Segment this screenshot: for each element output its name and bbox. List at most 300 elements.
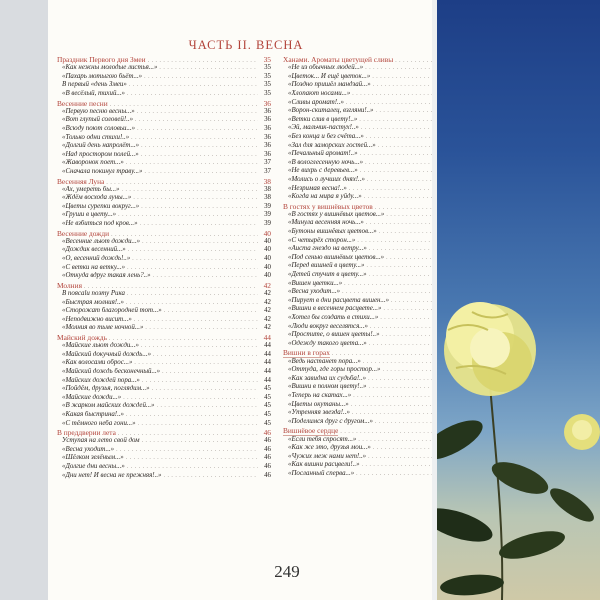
toc-entry-title: «Цветок... И ещё цветок...» <box>288 72 371 80</box>
toc-entry-title: «Поделимся друг с другом...» <box>288 417 373 425</box>
toc-entry-title: «Под сенью вишнёвых цветов...» <box>288 253 385 261</box>
toc-entry-title: «Неподвижно висит...» <box>62 315 132 323</box>
toc-leader-dots <box>365 64 432 73</box>
toc-entry-title: «Бутоны вишнёвых цветов...» <box>288 228 377 236</box>
toc-entry-title: «Ждём восхода луны...» <box>62 194 132 202</box>
toc-section-title <box>57 333 107 342</box>
toc-entry-title: «Цветы сурепки вокруг...» <box>62 202 140 210</box>
toc-leader-dots <box>367 176 432 185</box>
toc-entry <box>57 377 271 386</box>
chrysanthemum-painting <box>432 0 600 600</box>
toc-section-label: Вишни в горах <box>283 348 330 358</box>
toc-entry-title: «Майский докучный дождь...» <box>62 350 152 358</box>
toc-leader-dots <box>127 264 258 273</box>
toc-section <box>283 55 445 64</box>
toc-entry-title: «Не из обычных людей...» <box>288 64 364 72</box>
toc-entry-title: «Дождик весенний...» <box>62 246 126 254</box>
toc-entry <box>57 411 271 420</box>
toc-entry-title: «Вишни в полном цвету!..» <box>288 383 367 391</box>
toc-leader-dots <box>375 418 432 427</box>
toc-entry <box>283 64 445 73</box>
toc-entry-title: «Весенние льют дожди...» <box>62 237 141 245</box>
toc-leader-dots <box>141 342 258 351</box>
toc-entry <box>283 383 445 392</box>
toc-entry-title: «Не вихрь с деревьев...» <box>288 167 358 175</box>
toc-leader-dots <box>164 307 258 316</box>
toc-entry <box>57 446 271 455</box>
toc-section-title <box>283 348 330 357</box>
toc-entry-title: «Какая быстрина!..» <box>62 410 124 418</box>
toc-entry <box>57 90 271 99</box>
toc-entry <box>57 142 271 151</box>
toc-section-title <box>57 281 82 290</box>
toc-entry-title: «Молния во тьме ночной...» <box>62 324 144 332</box>
toc-entry <box>283 280 445 289</box>
toc-section-label: Весенние дожди <box>57 228 110 238</box>
toc-section <box>57 99 271 108</box>
toc-entry-title: «Простите, о вишен цветы!..» <box>288 331 380 339</box>
toc-entry-title: «Сторожат благородней тот...» <box>62 307 162 315</box>
toc-entry <box>283 99 445 108</box>
toc-entry <box>283 219 445 228</box>
toc-entry <box>283 340 445 349</box>
toc-entry <box>57 342 271 351</box>
toc-page-ref: 42 <box>264 307 271 315</box>
toc-leader-dots <box>142 377 258 386</box>
toc-entry-title: «Люди вокруг веселятся...» <box>288 322 368 330</box>
toc-section-label: В гостях у вишнёвых цветов <box>283 201 373 211</box>
toc-entry-title: «Ведь настанет пора...» <box>288 357 361 365</box>
toc-leader-dots <box>360 150 432 159</box>
toc-section-label: Вишнёвое сердце <box>283 426 339 436</box>
toc-leader-dots <box>126 454 258 463</box>
toc-leader-dots <box>140 220 258 229</box>
toc-entry <box>283 116 445 125</box>
toc-entry-title: «Зал для заморских гостей...» <box>288 141 376 149</box>
toc-page-ref: 46 <box>264 463 271 471</box>
toc-page-ref: 40 <box>264 237 271 245</box>
toc-leader-dots <box>141 142 258 151</box>
toc-leader-dots <box>366 262 432 271</box>
toc-entry-title: «Вишен цветки...» <box>288 279 343 287</box>
toc-entry-title: «Дни нет! И весна не прежняя!..» <box>62 471 162 479</box>
part-title: ЧАСТЬ II. ВЕСНА <box>188 38 304 52</box>
toc-page-ref: 45 <box>264 419 271 427</box>
toc-entry <box>57 81 271 90</box>
toc-leader-dots <box>370 323 432 332</box>
toc-leader-dots <box>129 81 258 90</box>
toc-entry-title: «Над простором полей...» <box>62 150 139 158</box>
toc-leader-dots <box>360 167 432 176</box>
toc-entry <box>57 255 271 264</box>
toc-leader-dots <box>368 453 432 462</box>
toc-leader-dots <box>372 73 432 82</box>
toc-entry-title: «Ветки слив в цвету!..» <box>288 115 358 123</box>
toc-leader-dots <box>138 420 258 429</box>
toc-leader-dots <box>118 211 258 220</box>
toc-leader-dots <box>137 125 258 134</box>
toc-entry-title: «Печальный аромат!..» <box>288 150 358 158</box>
toc-entry <box>283 211 445 220</box>
toc-entry <box>283 90 445 99</box>
toc-entry-title: «Весна уходит...» <box>288 288 341 296</box>
toc-entry-title: «Пирует в дни расцвета вишен...» <box>288 296 390 304</box>
toc-page-ref: 40 <box>264 263 271 271</box>
toc-section-label: Майский дождь <box>57 332 107 342</box>
toc-entry <box>57 151 271 160</box>
toc-leader-dots <box>351 401 432 410</box>
toc-right-column <box>283 55 445 478</box>
toc-entry-title: В первый «день Змеи» <box>62 81 127 89</box>
toc-page-ref: 35 <box>264 64 271 72</box>
toc-entry-title: «Хотел бы создать в стихи...» <box>288 314 379 321</box>
toc-section-label: Весенние песни <box>57 98 108 108</box>
toc-entry <box>57 186 271 195</box>
toc-leader-dots <box>365 159 432 168</box>
toc-entry <box>57 159 271 168</box>
toc-leader-dots <box>126 299 258 308</box>
toc-leader-dots <box>159 64 258 73</box>
toc-page-ref: 46 <box>263 428 271 438</box>
toc-page-ref: 42 <box>264 290 271 297</box>
toc-page-ref: 36 <box>264 142 271 150</box>
toc-entry <box>57 368 271 377</box>
toc-leader-dots <box>386 254 432 263</box>
toc-page-ref: 45 <box>264 402 271 410</box>
toc-leader-dots <box>123 394 258 403</box>
toc-page-ref: 44 <box>264 359 271 367</box>
toc-page-ref: 46 <box>264 445 271 453</box>
toc-leader-dots <box>152 385 258 394</box>
toc-entry-title: «Всюду поют соловьи...» <box>62 124 136 132</box>
toc-entry-title: «Как вишни расцвели!..» <box>288 461 360 469</box>
toc-section-title <box>57 428 116 437</box>
toc-section-label: Праздник Первого дня Змеи <box>57 55 146 64</box>
toc-entry-title: «Чужих меж нами нет!..» <box>288 452 367 460</box>
toc-entry-title: «Без конца и без счёта...» <box>288 132 364 140</box>
toc-page-ref: 42 <box>264 298 271 306</box>
toc-page-ref: 36 <box>264 124 271 132</box>
toc-entry <box>283 185 445 194</box>
toc-leader-dots <box>132 255 258 264</box>
toc-entry-title: «Вот глупый соловей!..» <box>62 116 134 124</box>
toc-leader-dots <box>369 245 432 254</box>
toc-entry <box>57 324 271 333</box>
toc-page-ref: 42 <box>264 324 271 332</box>
toc-entry <box>57 351 271 360</box>
page-number: 249 <box>274 562 300 581</box>
toc-entry-title: «Как же это, друзья мои...» <box>288 444 371 452</box>
toc-entry-title: «Как волосами оброс...» <box>62 359 133 367</box>
toc-entry <box>283 159 445 168</box>
toc-leader-dots <box>122 186 259 195</box>
toc-entry <box>283 237 445 246</box>
toc-entry-title: «Поздно пришёл мандзай...» <box>288 81 371 89</box>
toc-page-ref: 44 <box>264 342 271 350</box>
toc-entry-title: «Только одни стихи!..» <box>62 133 130 141</box>
toc-leader-dots <box>133 194 258 203</box>
toc-entry <box>57 420 271 429</box>
toc-entry <box>283 193 445 202</box>
toc-entry <box>283 436 445 445</box>
toc-leader-dots <box>128 246 258 255</box>
toc-entry-title: «Одежду такого цвета...» <box>288 339 367 347</box>
toc-page-ref: 42 <box>263 280 271 290</box>
toc-leader-dots <box>378 142 432 151</box>
toc-page-ref: 36 <box>263 98 271 108</box>
toc-leader-dots <box>349 185 432 194</box>
toc-entry-title: «Сначала покинул траву...» <box>62 167 143 175</box>
toc-entry-title: «Пахарь мотыгою бьёт...» <box>62 72 143 80</box>
toc-entry <box>283 254 445 263</box>
toc-entry <box>283 228 445 237</box>
toc-entry <box>283 73 445 82</box>
toc-entry <box>57 463 271 472</box>
toc-entry <box>283 271 445 280</box>
toc-entry <box>57 125 271 134</box>
toc-entry <box>283 366 445 375</box>
toc-leader-dots <box>358 436 432 445</box>
toc-entry <box>283 142 445 151</box>
toc-leader-dots <box>352 90 432 99</box>
toc-leader-dots <box>368 375 432 384</box>
toc-entry <box>57 194 271 203</box>
toc-entry <box>57 359 271 368</box>
toc-section <box>57 333 271 342</box>
toc-entry <box>57 246 271 255</box>
toc-page-ref: 39 <box>264 202 271 210</box>
toc-section-title <box>57 229 109 238</box>
toc-entry <box>57 402 271 411</box>
toc-entry-title: «В вологлесенную ночь...» <box>288 158 364 166</box>
toc-entry <box>283 470 445 479</box>
toc-page-ref: 39 <box>264 220 271 228</box>
toc-entry <box>283 167 445 176</box>
toc-leader-dots <box>373 444 432 453</box>
toc-entry <box>57 394 271 403</box>
toc-entry-title: «О, весенний дождь!..» <box>62 255 131 263</box>
toc-page-ref: 40 <box>263 228 271 238</box>
toc-page-ref: 37 <box>264 167 271 175</box>
toc-page-ref: 38 <box>264 194 271 202</box>
toc-page-ref: 38 <box>264 185 271 193</box>
toc-entry <box>283 81 445 90</box>
toc-leader-dots <box>379 228 432 237</box>
toc-page-ref: 40 <box>264 255 271 263</box>
toc-leader-dots <box>344 280 432 289</box>
toc-entry-title: «Теперь на скатах...» <box>288 391 352 399</box>
toc-leader-dots <box>361 124 432 133</box>
toc-leader-dots <box>382 331 432 340</box>
toc-leader-dots <box>126 411 258 420</box>
toc-entry <box>57 290 271 299</box>
toc-entry-title: «Оттуда, где горы простор...» <box>288 366 381 374</box>
toc-section-label: В преддверии лета <box>57 428 116 438</box>
toc-leader-dots <box>144 168 258 177</box>
toc-entry-title: «Минула весенняя ночь...» <box>288 219 364 227</box>
toc-leader-dots <box>126 159 258 168</box>
toc-entry <box>57 134 271 143</box>
toc-leader-dots <box>134 316 258 325</box>
toc-page-ref: 46 <box>264 471 271 479</box>
toc-leader-dots <box>153 351 258 360</box>
toc-entry <box>283 297 445 306</box>
toc-entry-title: «Хлопают носами...» <box>288 89 351 97</box>
toc-entry-title: «Утренняя звезда!..» <box>288 409 350 417</box>
toc-entry-title: «Молись о лучших днях!..» <box>288 175 365 183</box>
toc-entry-title: «Весна уходит...» <box>62 445 115 453</box>
toc-entry <box>283 305 445 314</box>
toc-entry <box>283 461 445 470</box>
toc-section-title <box>283 55 393 64</box>
toc-leader-dots <box>135 116 258 125</box>
toc-section-label: Молния <box>57 280 82 290</box>
toc-leader-dots <box>383 366 433 375</box>
toc-leader-dots <box>380 314 432 323</box>
toc-leader-dots <box>352 409 432 418</box>
toc-entry <box>283 133 445 142</box>
toc-leader-dots <box>134 359 258 368</box>
toc-page-ref: 45 <box>264 385 271 393</box>
toc-leader-dots <box>391 297 432 306</box>
toc-entry <box>283 323 445 332</box>
toc-leader-dots <box>162 368 258 377</box>
toc-leader-dots <box>164 472 259 481</box>
toc-left-column <box>57 55 271 480</box>
toc-page-ref: 42 <box>264 315 271 323</box>
toc-entry <box>57 454 271 463</box>
toc-entry <box>57 472 271 481</box>
toc-leader-dots <box>127 90 258 99</box>
toc-page-ref: 36 <box>264 107 271 115</box>
toc-page-ref: 35 <box>264 81 271 89</box>
toc-entry-title: «В жарком майских дождей...» <box>62 402 155 410</box>
toc-entry <box>283 331 445 340</box>
toc-page-ref: 46 <box>264 454 271 462</box>
toc-entry <box>283 176 445 185</box>
toc-entry-title: «Жаворонок поет...» <box>62 159 124 167</box>
toc-leader-dots <box>144 73 258 82</box>
page-edge <box>432 0 437 600</box>
toc-leader-dots <box>142 238 258 247</box>
toc-entry <box>57 220 271 229</box>
toc-entry-title: «Шёлком зелёным...» <box>62 454 124 462</box>
toc-page-ref: 40 <box>264 246 271 254</box>
toc-entry <box>283 418 445 427</box>
toc-page-ref: 44 <box>264 367 271 375</box>
toc-leader-dots <box>373 81 432 90</box>
toc-leader-dots <box>376 107 432 116</box>
toc-entry-title: «Цветы окутаны...» <box>288 400 349 408</box>
toc-section-title <box>57 55 146 64</box>
toc-entry <box>57 264 271 273</box>
toc-section-title <box>283 426 338 435</box>
toc-entry-title: «Как нежны молодые листья...» <box>62 64 158 72</box>
toc-entry-title: «Первую песню весны...» <box>62 107 135 115</box>
toc-section <box>57 428 271 437</box>
toc-entry-title: «Детей стучит в цвету...» <box>288 271 367 279</box>
toc-entry <box>283 392 445 401</box>
toc-entry-title: «Пойдём, друзья, поглядим...» <box>62 385 150 393</box>
toc-entry-title: «В весёлый, тихий...» <box>62 89 125 97</box>
toc-section <box>57 177 271 186</box>
toc-leader-dots <box>116 446 258 455</box>
toc-entry <box>57 299 271 308</box>
toc-page-ref: 44 <box>264 376 271 384</box>
toc-leader-dots <box>141 151 258 160</box>
toc-section-title <box>57 177 104 186</box>
toc-section <box>283 348 445 357</box>
toc-entry-title: «Эй, мальчик-пастух!..» <box>288 124 359 132</box>
toc-entry <box>283 444 445 453</box>
toc-page-ref: 35 <box>264 89 271 97</box>
toc-page-ref: 44 <box>263 332 271 342</box>
toc-entry <box>283 262 445 271</box>
toc-section-title <box>283 202 373 211</box>
toc-entry-title: «Аиста гнездо на ветру...» <box>288 245 367 253</box>
toc-entry-title: «Незримая весна!..» <box>288 184 347 192</box>
toc-entry <box>283 409 445 418</box>
toc-section-label: Ханами. Ароматы цветущей сливы <box>283 55 394 64</box>
toc-entry-title: «Как завидна их судьба!..» <box>288 374 367 382</box>
toc-leader-dots <box>386 211 432 220</box>
toc-section <box>57 229 271 238</box>
toc-page-ref: 35 <box>264 72 271 80</box>
toc-page-ref: 45 <box>264 393 271 401</box>
toc-entry <box>57 116 271 125</box>
toc-leader-dots <box>359 116 432 125</box>
toc-entry-title: «В гостях у вишнёвых цветов...» <box>288 210 385 218</box>
toc-entry <box>57 437 271 446</box>
toc-page-ref: 39 <box>264 211 271 219</box>
toc-leader-dots <box>127 290 258 299</box>
toc-entry-title: «Ворон-скиталец, взгляни!..» <box>288 107 374 115</box>
toc-leader-dots <box>356 470 432 479</box>
toc-entry-title: «Когда на мира я уйду...» <box>288 193 362 201</box>
toc-entry <box>57 168 271 177</box>
illustration-panel <box>432 0 600 600</box>
toc-leader-dots <box>342 288 432 297</box>
toc-entry <box>57 203 271 212</box>
toc-entry-title: «Ах, умереть бы...» <box>62 185 120 193</box>
toc-entry <box>283 314 445 323</box>
toc-section <box>57 55 271 64</box>
toc-leader-dots <box>363 358 432 367</box>
toc-leader-dots <box>362 461 432 470</box>
toc-entry <box>283 453 445 462</box>
toc-entry <box>57 73 271 82</box>
toc-entry-title: «Майские льют дожди...» <box>62 342 139 350</box>
toc-leader-dots <box>127 463 258 472</box>
toc-entry-title: «Не взбиться под кров...» <box>62 220 138 228</box>
toc-entry <box>57 64 271 73</box>
toc-leader-dots <box>366 219 432 228</box>
toc-leader-dots <box>369 340 432 349</box>
toc-page-ref: 37 <box>264 159 271 167</box>
toc-entry <box>57 211 271 220</box>
toc-page-ref: 36 <box>264 150 271 158</box>
toc-section <box>57 281 271 290</box>
toc-leader-dots <box>131 134 258 143</box>
toc-entry-title: «Перед вишней в цвету...» <box>288 262 365 270</box>
toc-entry-title: «Долгий день напролёт...» <box>62 142 140 150</box>
toc-entry-title: Уступая на лето свой дом <box>62 437 140 445</box>
toc-entry-title: «С ветки на ветку...» <box>62 263 126 271</box>
toc-entry-title: «Сливы аромат!..» <box>288 98 344 106</box>
toc-leader-dots <box>153 272 258 281</box>
toc-entry-title: «Майских дождей пора...» <box>62 376 140 384</box>
toc-entry <box>57 238 271 247</box>
